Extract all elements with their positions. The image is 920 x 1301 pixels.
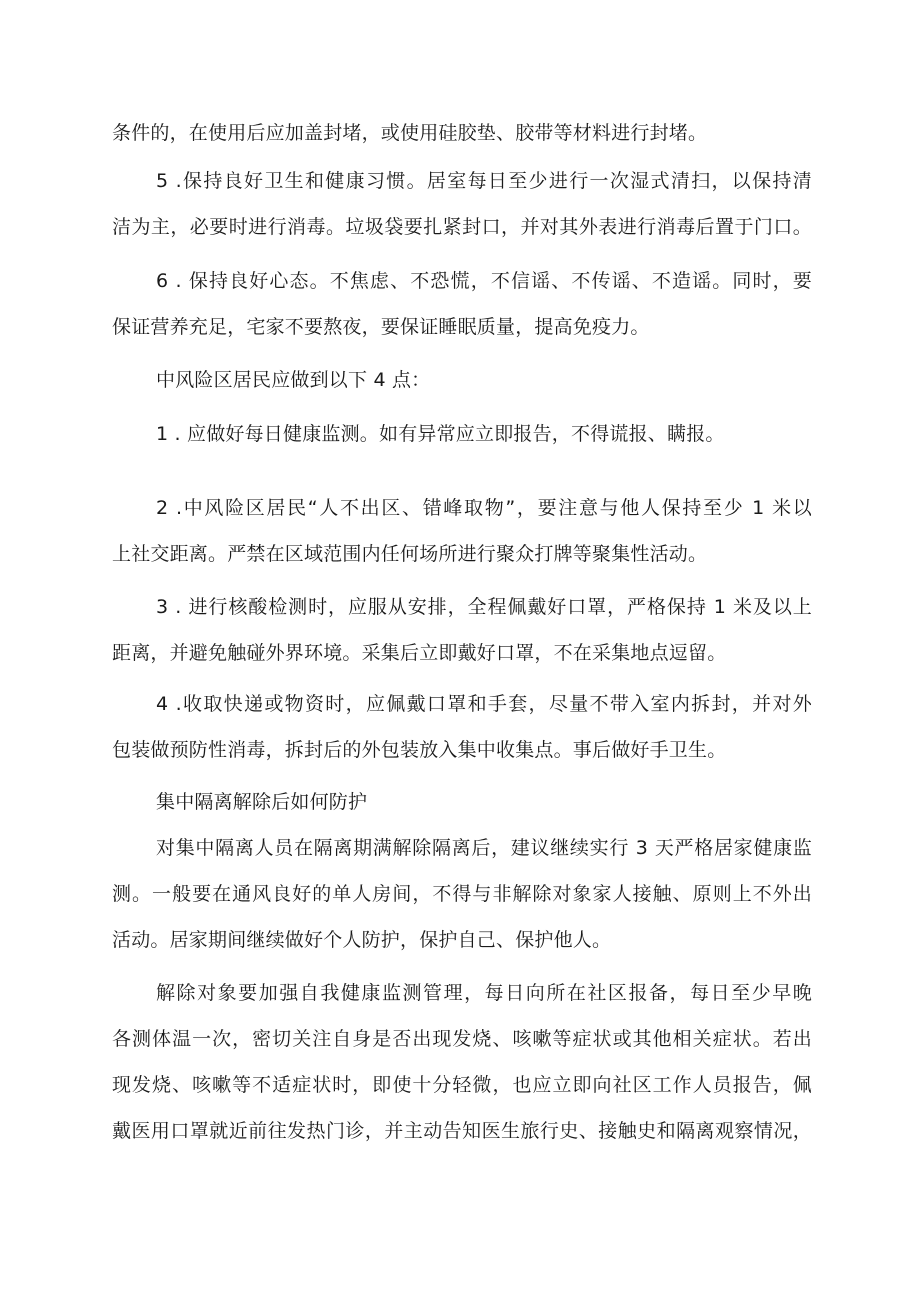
text-line: 1 . 应做好每日健康监测。如有异常应立即报告，不得谎报、瞒报。	[156, 423, 725, 445]
text-line: 5 .保持良好卫生和健康习惯。居室每日至少进行一次湿式清扫，以保持清	[156, 170, 812, 192]
paragraph-self-monitoring	[112, 970, 812, 1154]
text-line: 对集中隔离人员在隔离期满解除隔离后，建议继续实行 3 天严格居家健康监	[156, 837, 812, 859]
text-line: 洁为主，必要时进行消毒。垃圾袋要扎紧封口，并对其外表进行消毒后置于门口。	[112, 216, 812, 238]
text-line: 条件的，在使用后应加盖封堵，或使用硅胶垫、胶带等材料进行封堵。	[112, 122, 708, 144]
text-line: 2 .中风险区居民“人不出区、错峰取物”，要注意与他人保持至少 1 米以	[156, 497, 812, 519]
text-line: 解除对象要加强自我健康监测管理，每日向所在社区报备，每日至少早晚	[156, 982, 812, 1004]
paragraph-item-3	[112, 584, 812, 676]
section-heading-after-quarantine	[112, 779, 812, 825]
paragraph-item-1	[112, 411, 812, 457]
text-line: 距离，并避免触碰外界环境。采集后立即戴好口罩，不在采集地点逗留。	[112, 642, 727, 664]
paragraph-item-2	[112, 485, 812, 577]
text-line: 3 . 进行核酸检测时，应服从安排，全程佩戴好口罩，严格保持 1 米及以上	[156, 596, 812, 618]
text-line: 保证营养充足，宅家不要熬夜，要保证睡眠质量，提高免疫力。	[112, 316, 650, 338]
section-intro-medium-risk	[112, 357, 812, 403]
text-line: 4 .收取快递或物资时，应佩戴口罩和手套，尽量不带入室内拆封，并对外	[156, 693, 812, 715]
text-line: 6 . 保持良好心态。不焦虑、不恐慌，不信谣、不传谣、不造谣。同时，要	[156, 270, 812, 292]
text-line: 包装做预防性消毒，拆封后的外包装放入集中收集点。事后做好手卫生。	[112, 739, 727, 761]
paragraph-item-5	[112, 158, 812, 250]
text-line: 上社交距离。严禁在区域范围内任何场所进行聚众打牌等聚集性活动。	[112, 543, 708, 565]
text-line: 集中隔离解除后如何防护	[156, 791, 368, 813]
text-line: 中风险区居民应做到以下 4 点：	[156, 369, 431, 391]
text-line: 各测体温一次，密切关注自身是否出现发烧、咳嗽等症状或其他相关症状。若出	[112, 1028, 812, 1050]
text-line: 活动。居家期间继续做好个人防护，保护自己、保护他人。	[112, 929, 612, 951]
paragraph-home-monitoring	[112, 825, 812, 963]
paragraph-item-4	[112, 681, 812, 773]
paragraph-continuation	[112, 110, 812, 156]
text-line: 测。一般要在通风良好的单人房间，不得与非解除对象家人接触、原则上不外出	[112, 883, 812, 905]
text-line: 现发烧、咳嗽等不适症状时，即使十分轻微，也应立即向社区工作人员报告，佩	[112, 1074, 812, 1096]
paragraph-item-6	[112, 258, 812, 350]
text-line: 戴医用口罩就近前往发热门诊，并主动告知医生旅行史、接触史和隔离观察情况，	[112, 1120, 812, 1142]
